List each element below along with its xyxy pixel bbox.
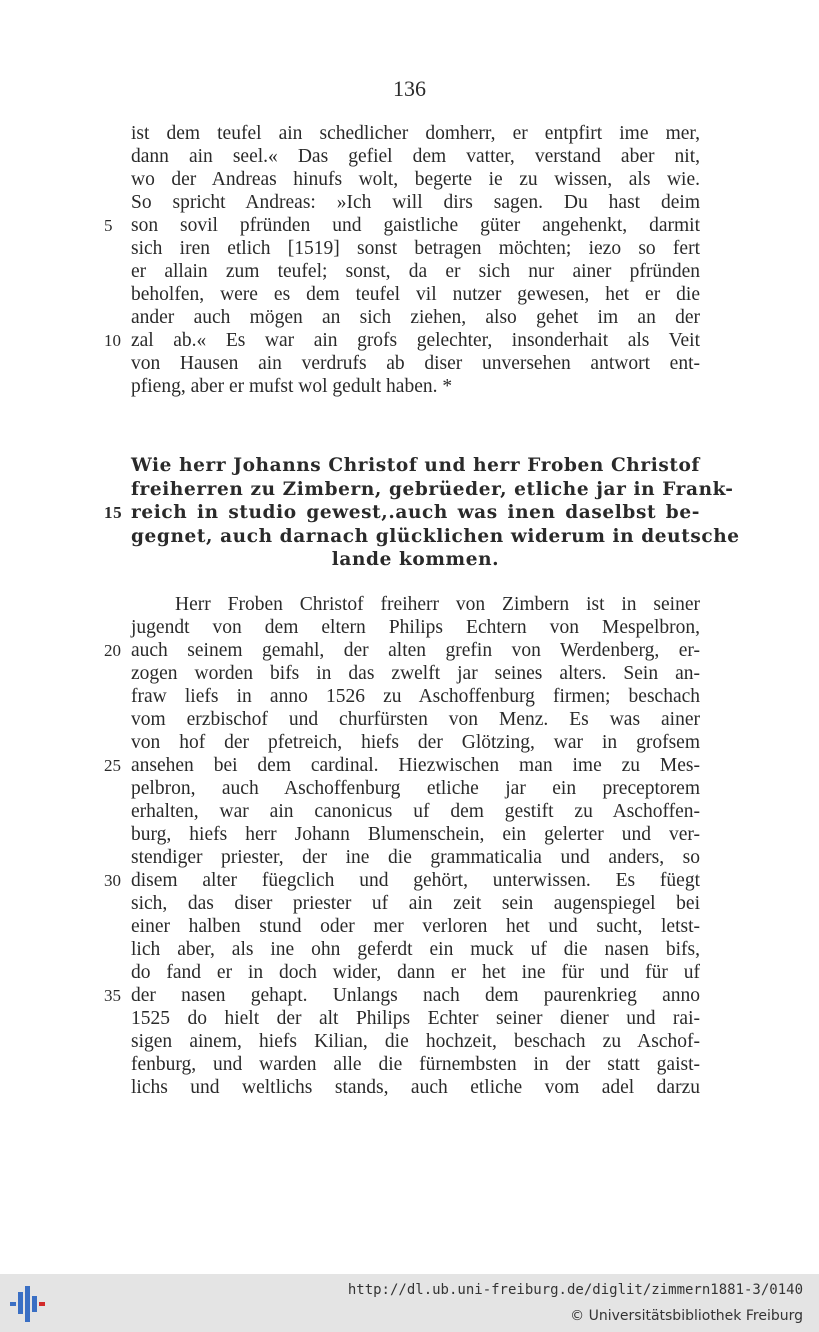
line-text: stendiger priester, der ine die grammaticalia und anders, so — [131, 847, 700, 868]
line-text: vom erzbischof und churfürsten von Menz. Es was ainer — [131, 709, 700, 730]
text-line — [131, 1030, 700, 1053]
line-text: auch seinem gemahl, der alten grefin von Werdenberg, er- — [131, 640, 700, 661]
line-text: der nasen gehapt. Unlangs nach dem paurenkrieg anno — [131, 985, 700, 1006]
text-line — [131, 260, 700, 283]
line-text: wo der Andreas hinufs wolt, begerte ie zu wissen, als wie. — [131, 169, 700, 190]
line-text: erhalten, war ain canonicus uf dem gestift zu Aschoffen- — [131, 801, 700, 822]
text-line — [131, 122, 700, 145]
paragraph-1 — [104, 122, 700, 398]
text-line — [131, 593, 700, 616]
text-line — [131, 525, 740, 549]
line-text: pfieng, aber er mufst wol gedult haben. * — [131, 376, 453, 397]
text-line — [131, 685, 700, 708]
line-text: dann ain seel.« Das gefiel dem vatter, verstand aber nit, — [131, 146, 700, 167]
line-number: 35 — [104, 986, 121, 1005]
text-line — [131, 548, 700, 572]
text-line — [131, 938, 700, 961]
text-line — [104, 984, 700, 1007]
text-line — [104, 639, 700, 662]
line-text: zogen worden bifs in das zwelft jar seines alters. Sein an- — [131, 663, 700, 684]
text-line — [104, 869, 700, 892]
text-line — [131, 662, 700, 685]
text-line — [131, 1007, 700, 1030]
text-line — [131, 892, 700, 915]
line-text: fraw liefs in anno 1526 zu Aschoffenburg firmen; beschach — [131, 686, 700, 707]
text-line — [131, 168, 700, 191]
text-line — [131, 191, 700, 214]
text-line — [131, 823, 700, 846]
text-line — [131, 616, 700, 639]
line-text: fenburg, und warden alle die fürnembsten in der statt gaist- — [131, 1054, 700, 1075]
line-text: freiherren zu Zimbern, gebrüeder, etliche jar in Frank- — [131, 478, 734, 500]
text-line — [131, 478, 734, 502]
text-line — [131, 777, 700, 800]
line-number: 30 — [104, 871, 121, 890]
text-line — [131, 915, 700, 938]
line-text: lande kommen. — [331, 549, 500, 570]
line-text: sigen ainem, hiefs Kilian, die hochzeit, beschach zu Aschof- — [131, 1031, 700, 1052]
footer-bar — [0, 1274, 819, 1332]
line-text: von Hausen ain verdrufs ab diser unversehen antwort ent- — [131, 353, 700, 374]
line-number: 5 — [104, 216, 113, 235]
line-text: son sovil pfründen und gaistliche güter angehenkt, darmit — [131, 215, 700, 236]
text-line — [131, 454, 700, 478]
text-line — [131, 283, 700, 306]
text-line — [131, 352, 700, 375]
paragraph-2 — [104, 593, 700, 1099]
line-text: So spricht Andreas: »Ich will dirs sagen. Du hast deim — [131, 192, 700, 213]
text-line — [131, 1053, 700, 1076]
line-text: pelbron, auch Aschoffenburg etliche jar ein preceptorem — [131, 778, 700, 799]
text-line — [131, 145, 700, 168]
line-text: einer halben stund oder mer verloren het und sucht, letst- — [131, 916, 700, 937]
line-text: do fand er in doch wider, dann er het ine für und für uf — [131, 962, 700, 983]
line-text: Wie herr Johanns Christof und herr Froben Christof — [131, 455, 700, 476]
line-text: sich, das diser priester uf ain zeit sein augenspiegel bei — [131, 893, 700, 914]
text-line — [131, 708, 700, 731]
line-text: ist dem teufel ain schedlicher domherr, er entpfirt ime mer, — [131, 123, 700, 144]
text-line — [131, 1076, 700, 1099]
text-line — [131, 846, 700, 869]
copyright-notice: © Universitätsbibliothek Freiburg — [570, 1308, 803, 1324]
line-text: beholfen, were es dem teufel vil nutzer gewesen, het er die — [131, 284, 700, 305]
line-text: 1525 do hielt der alt Philips Echter seiner diener und rai- — [131, 1008, 700, 1029]
line-text: ander auch mögen an sich ziehen, also gehet im an der — [131, 307, 700, 328]
text-line — [131, 800, 700, 823]
line-text: sich iren etlich [1519] sonst betragen möchten; iezo so fert — [131, 238, 700, 259]
line-text: jugendt von dem eltern Philips Echtern von Mespelbron, — [131, 617, 700, 638]
permalink-url[interactable]: http://dl.ub.uni-freiburg.de/diglit/zimmern1881-3/0140 — [347, 1282, 803, 1298]
line-number: 25 — [104, 756, 121, 775]
line-text: burg, hiefs herr Johann Blumenschein, ein gelerter und ver- — [131, 824, 700, 845]
text-line — [131, 237, 700, 260]
line-text: disem alter füegclich und gehört, unterwissen. Es füegt — [131, 870, 700, 891]
line-text: er allain zum teufel; sonst, da er sich nur ainer pfründen — [131, 261, 700, 282]
text-line — [131, 306, 700, 329]
text-line — [131, 375, 700, 398]
library-logo-icon — [8, 1284, 48, 1324]
line-text: reich in studio gewest,.auch was inen daselbst be- — [131, 502, 700, 523]
page-number: 136 — [393, 76, 426, 101]
line-text: ansehen bei dem cardinal. Hiezwischen man ime zu Mes- — [131, 755, 700, 776]
line-number: 10 — [104, 331, 121, 350]
line-number: 20 — [104, 641, 121, 660]
line-text: Herr Froben Christof freiherr von Zimbern ist in seiner — [175, 594, 700, 615]
text-line — [104, 214, 700, 237]
line-text: lich aber, als ine ohn geferdt ein muck uf die nasen bifs, — [131, 939, 700, 960]
line-text: lichs und weltlichs stands, auch etliche vom adel darzu — [131, 1077, 700, 1098]
line-number: 15 — [104, 503, 123, 522]
text-line — [104, 754, 700, 777]
text-line — [131, 731, 700, 754]
text-line — [104, 501, 700, 525]
line-text: gegnet, auch darnach glücklichen widerum in deutsche — [131, 525, 740, 547]
text-line — [131, 961, 700, 984]
line-text: zal ab.« Es war ain grofs gelechter, insonderhait als Veit — [131, 330, 700, 351]
section-heading — [104, 454, 740, 572]
line-text: von hof der pfetreich, hiefs der Glötzing, war in grofsem — [131, 732, 700, 753]
text-line — [104, 329, 700, 352]
